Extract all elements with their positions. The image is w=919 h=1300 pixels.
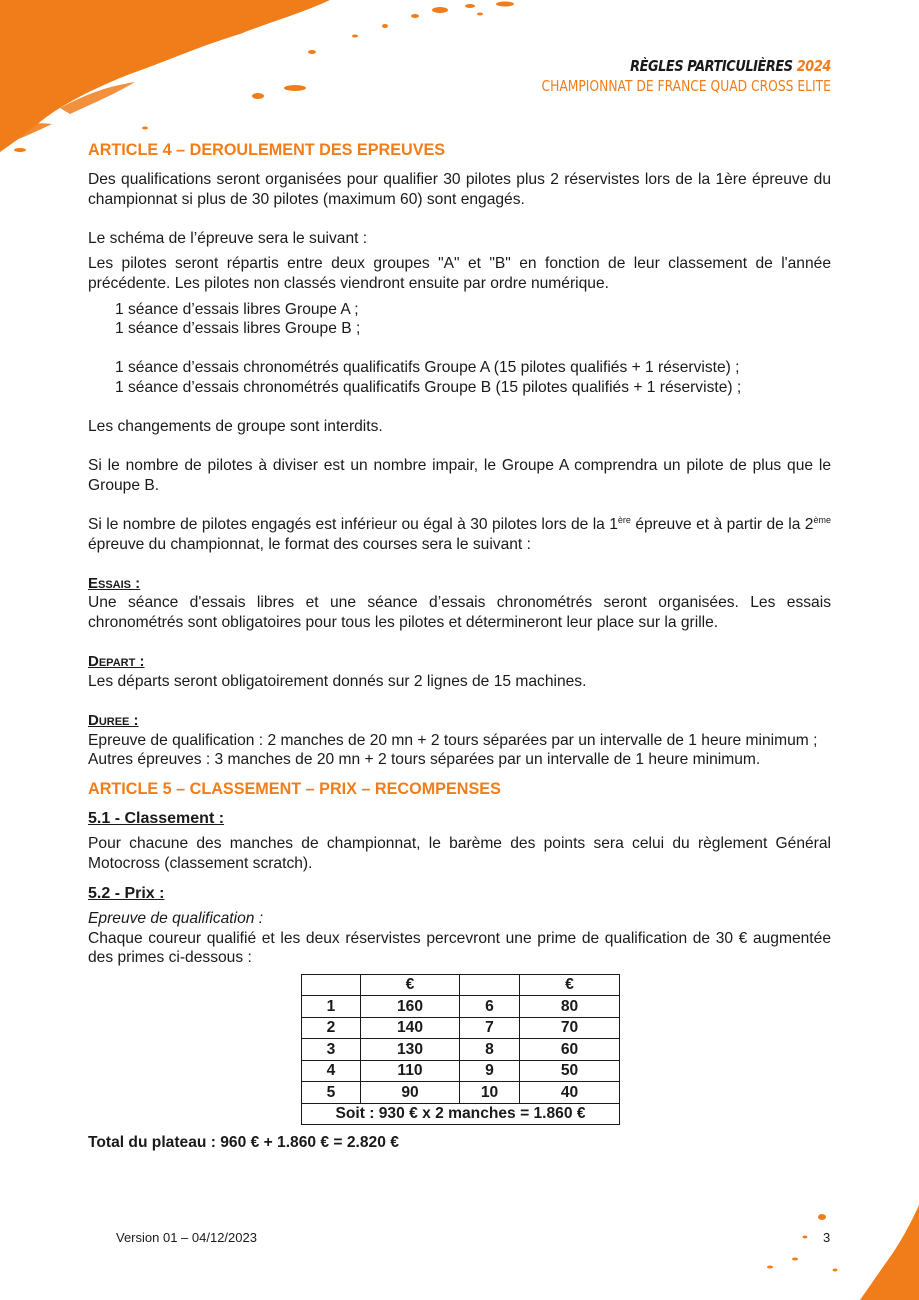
table-row — [302, 1060, 620, 1082]
table-cell: 70 — [520, 1017, 620, 1039]
list-item: 1 séance d’essais chronométrés qualificatifs Groupe B (15 pilotes qualifiés + 1 réserviste) ; — [115, 378, 742, 396]
list-item: 1 séance d’essais libres Groupe A ; — [115, 300, 359, 318]
list-item: 1 séance d’essais chronométrés qualificatifs Groupe A (15 pilotes qualifiés + 1 réserviste) ; — [115, 359, 740, 377]
essais-text: Une séance d'essais libres et une séance d’essais chronométrés seront organisées. Les essais chronométrés sont obligatoires pour tous les pilotes et détermineront leur place sur la grille. — [88, 594, 831, 632]
practice-list — [88, 300, 831, 398]
superscript-eme: ème — [813, 515, 831, 526]
article-4-heading: ARTICLE 4 – DEROULEMENT DES EPREUVES — [88, 141, 446, 159]
page-content — [88, 140, 831, 1153]
header-year: 2024 — [796, 57, 831, 75]
paragraph-group-change: Les changements de groupe sont interdits. — [88, 418, 383, 436]
format-text-b: épreuve et à partir de la 2 — [630, 516, 814, 534]
paragraph-format — [88, 515, 831, 554]
table-cell: 4 — [302, 1060, 361, 1082]
depart-label: Depart : — [88, 653, 145, 671]
table-cell: 140 — [361, 1017, 460, 1039]
header-subtitle: CHAMPIONNAT DE FRANCE QUAD CROSS ELITE — [541, 77, 831, 95]
table-cell: 60 — [520, 1039, 620, 1061]
superscript-ere: ère — [617, 515, 631, 526]
table-cell: € — [520, 974, 620, 996]
header-title-text: RÈGLES PARTICULIÈRES — [630, 57, 793, 75]
footer-version: Version 01 – 04/12/2023 — [116, 1230, 257, 1245]
table-cell: 9 — [460, 1060, 520, 1082]
duree-text-1: Epreuve de qualification : 2 manches de 20 mn + 2 tours séparées par un intervalle de 1 heure minimum ; — [88, 731, 818, 749]
table-cell: 130 — [361, 1039, 460, 1061]
table-cell: 50 — [520, 1060, 620, 1082]
table-row — [302, 996, 620, 1018]
table-cell: 1 — [302, 996, 361, 1018]
table-cell: 8 — [460, 1039, 520, 1061]
duree-text-2: Autres épreuves : 3 manches de 20 mn + 2 tours séparées par un intervalle de 1 heure minimum. — [88, 751, 761, 769]
paragraph-qualifications: Des qualifications seront organisées pour qualifier 30 pilotes plus 2 réservistes lors de la 1ère épreuve du championnat si plus de 30 pilotes (maximum 60) sont engagés. — [88, 171, 831, 208]
table-cell: 7 — [460, 1017, 520, 1039]
table-cell: € — [361, 974, 460, 996]
table-cell: 90 — [361, 1082, 460, 1104]
paragraph-odd-number: Si le nombre de pilotes à diviser est un nombre impair, le Groupe A comprendra un pilote de plus que le Groupe B. — [88, 457, 831, 494]
table-cell — [460, 974, 520, 996]
qualification-text: Chaque coureur qualifié et les deux réservistes percevront une prime de qualification de 30 € augmentée des primes ci-dessous : — [88, 929, 831, 967]
format-text-c: épreuve du championnat, le format des courses sera le suivant : — [88, 535, 531, 553]
list-item: 1 séance d’essais libres Groupe B ; — [115, 320, 361, 338]
table-cell: 160 — [361, 996, 460, 1018]
table-cell: 5 — [302, 1082, 361, 1104]
header-title — [527, 56, 831, 76]
table-total-cell: Soit : 930 € x 2 manches = 1.860 € — [302, 1103, 620, 1125]
prize-table — [301, 974, 620, 1126]
essais-label: Essais : — [88, 574, 141, 592]
table-row — [302, 1017, 620, 1039]
section-5-1-title: 5.1 - Classement : — [88, 809, 225, 827]
page-number: 3 — [823, 1230, 831, 1245]
total-plateau: Total du plateau : 960 € + 1.860 € = 2.820 € — [88, 1134, 399, 1152]
table-cell: 3 — [302, 1039, 361, 1061]
table-cell — [302, 974, 361, 996]
table-row — [302, 1082, 620, 1104]
table-cell: 40 — [520, 1082, 620, 1104]
document-header — [478, 56, 831, 96]
section-5-1-text: Pour chacune des manches de championnat, le barème des points sera celui du règlement Général Motocross (classement scratch). — [88, 835, 831, 872]
table-cell: 10 — [460, 1082, 520, 1104]
table-cell: 80 — [520, 996, 620, 1018]
table-cell: 6 — [460, 996, 520, 1018]
table-row — [302, 1039, 620, 1061]
depart-text: Les départs seront obligatoirement donnés sur 2 lignes de 15 machines. — [88, 672, 587, 690]
section-5-2-title: 5.2 - Prix : — [88, 884, 165, 902]
duree-label: Duree : — [88, 712, 139, 730]
article-5-heading: ARTICLE 5 – CLASSEMENT – PRIX – RECOMPENSES — [88, 779, 501, 798]
qualification-label: Epreuve de qualification : — [88, 910, 264, 928]
format-text-a: Si le nombre de pilotes engagés est inférieur ou égal à 30 pilotes lors de la 1 — [88, 516, 618, 534]
paragraph-schema: Le schéma de l’épreuve sera le suivant : — [88, 229, 368, 247]
table-cell: 2 — [302, 1017, 361, 1039]
table-header-row — [302, 974, 620, 996]
table-footer-row — [302, 1103, 620, 1125]
paragraph-groups: Les pilotes seront répartis entre deux groupes "A" et "B" en fonction de leur classement de l'année précédente. Les pilotes non classés viendront ensuite par ordre numérique. — [88, 255, 831, 292]
table-cell: 110 — [361, 1060, 460, 1082]
